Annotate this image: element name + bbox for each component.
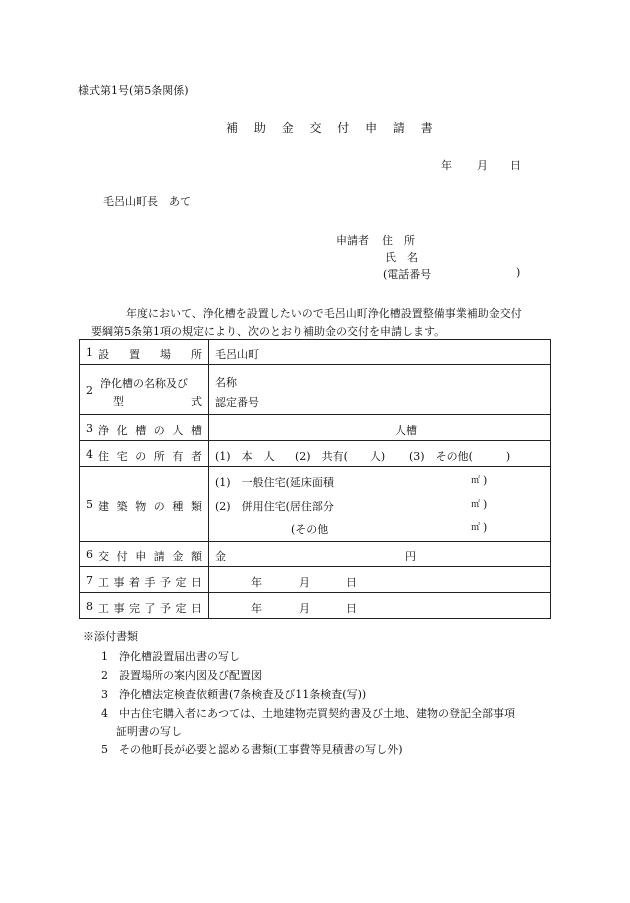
value-start-date[interactable]: 年 月 日	[209, 567, 551, 593]
owner-option-other[interactable]: (3) その他( )	[409, 450, 511, 463]
label-building-type: 5 建 築 物 の 種 類	[80, 467, 209, 542]
label-amount: 6 交 付 申 請 金 額	[80, 542, 209, 567]
label-tank-model: 2 浄化槽の名称及び 型 式	[80, 365, 209, 415]
label-start-date: 7 工 事 着 手 予 定 日	[80, 567, 209, 593]
page-title: 補 助 金 交 付 申 請 書	[226, 121, 439, 135]
applicant-label: 申請者	[336, 234, 369, 247]
attachments-heading: ※添付書類	[83, 630, 138, 643]
attachment-item: 証明書の写し	[116, 725, 182, 738]
value-end-date[interactable]: 年 月 日	[209, 593, 551, 619]
label-location: 1 設 置 場 所	[80, 340, 209, 365]
application-table	[79, 339, 551, 619]
value-amount[interactable]: 金 円	[209, 542, 551, 567]
table-row-building-type	[80, 467, 551, 542]
body-text-line2: 要綱第5条第1項の規定により、次のとおり補助金の交付を申請します。	[91, 325, 446, 338]
attachment-item: 5 その他町長が必要と認める書類(工事費等見積書の写し外)	[101, 743, 403, 756]
owner-option-shared[interactable]: (2) 共有( 人)	[295, 450, 386, 463]
table-row-tank-model	[80, 365, 551, 415]
owner-option-self[interactable]: (1) 本 人	[215, 450, 275, 463]
label-capacity: 3 浄 化 槽 の 人 槽	[80, 415, 209, 441]
attachment-item: 4 中古住宅購入者にあつては、土地建物売買契約書及び土地、建物の登記全部事項	[101, 707, 515, 720]
label-owner: 4 住 宅 の 所 有 者	[80, 441, 209, 467]
attachment-item: 3 浄化槽法定検査依頼書(7条検査及び11条検査(写))	[101, 688, 367, 701]
value-tank-model[interactable]: 名称 認定番号	[209, 365, 551, 415]
date-month: 月	[477, 159, 488, 172]
table-row-capacity	[80, 415, 551, 441]
value-capacity[interactable]: 人槽	[209, 415, 551, 441]
addressee: 毛呂山町長 あて	[103, 195, 191, 208]
applicant-address: 住 所	[382, 234, 415, 247]
form-number: 様式第1号(第5条関係)	[78, 84, 189, 97]
attachment-item: 2 設置場所の案内図及び配置図	[101, 669, 262, 682]
value-location[interactable]: 毛呂山町	[209, 340, 551, 365]
table-row-amount	[80, 542, 551, 567]
table-row-start-date	[80, 567, 551, 593]
value-owner[interactable]	[209, 441, 551, 467]
applicant-name: 氏 名	[385, 251, 418, 264]
date-year: 年	[441, 159, 452, 172]
table-row-end-date	[80, 593, 551, 619]
body-text-line1: 年度において、浄化槽を設置したいので毛呂山町浄化槽設置整備事業補助金交付	[126, 307, 522, 320]
table-row-owner	[80, 441, 551, 467]
applicant-phone-open: (電話番号	[383, 268, 432, 281]
label-end-date: 8 工 事 完 了 予 定 日	[80, 593, 209, 619]
applicant-phone-close: )	[516, 266, 521, 279]
value-building-type[interactable]: (1) 一般住宅(延床面積 ㎡ ) (2) 併用住宅(居住部分 ㎡ ) (その他 ㎡ )	[209, 467, 551, 542]
date-day: 日	[510, 159, 521, 172]
table-row-location	[80, 340, 551, 365]
attachment-item: 1 浄化槽設置届出書の写し	[101, 650, 240, 663]
